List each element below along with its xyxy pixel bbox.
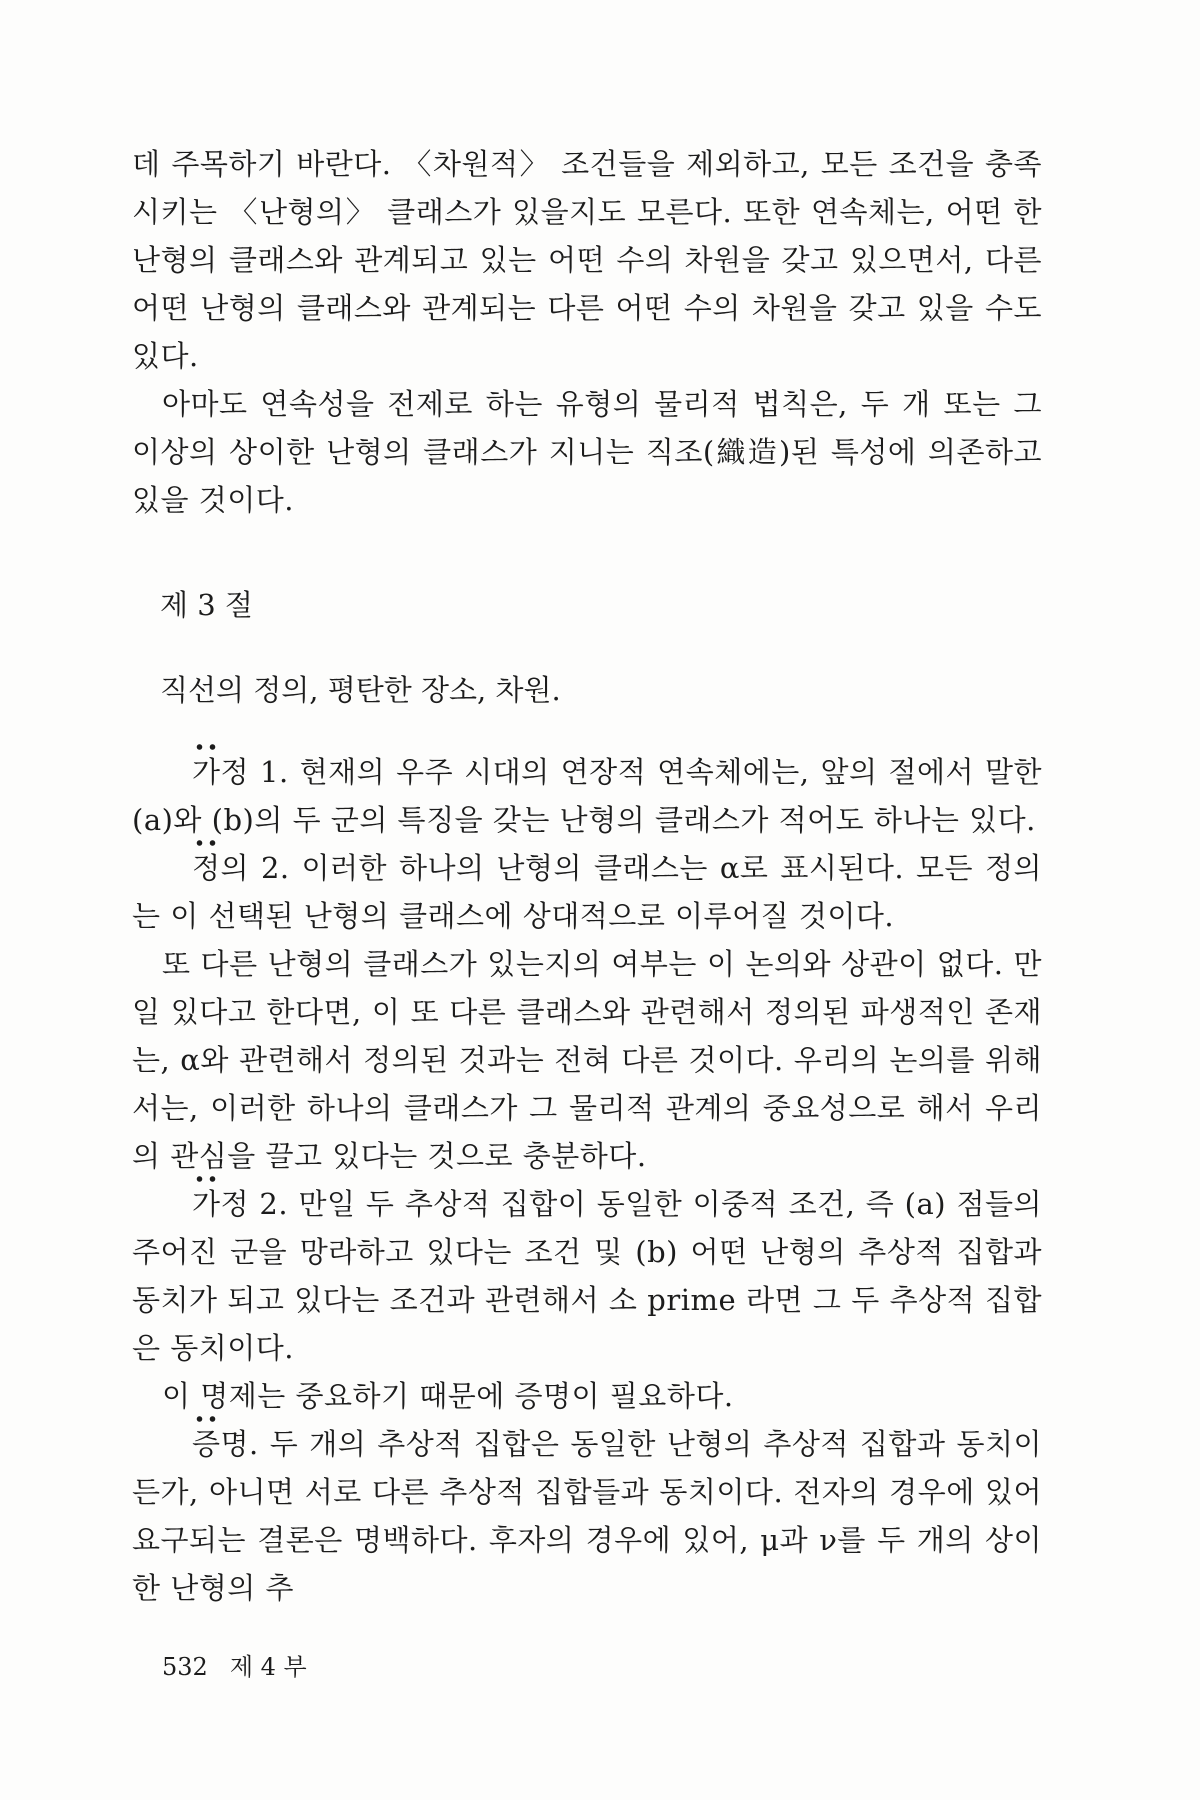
emphasis-label: 증명: [162, 1420, 249, 1468]
emphasis-label: 정의: [162, 844, 249, 892]
assumption-1: [132, 748, 1042, 844]
section-body: [132, 748, 1042, 1612]
paragraph-continued: 데 주목하기 바란다. 〈차원적〉 조건들을 제외하고, 모든 조건을 충족시키는 〈난형의〉 클래스가 있을지도 모른다. 또한 연속체는, 어떤 한 난형의 클래스와 관계되고 있는 어떤 수의 차원을 갖고 있으면서, 다른 어떤 난형의 클래스와 관계되는 다른 어떤 수의 차원을 갖고 있을 수도 있다.: [132, 147, 1042, 373]
definition-2: [132, 844, 1042, 940]
part-label: 제 4 부: [229, 1653, 307, 1681]
proof-text: . 두 개의 추상적 집합은 동일한 난형의 추상적 집합과 동치이든가, 아니면 서로 다른 추상적 집합들과 동치이다. 전자의 경우에 있어 요구되는 결론은 명백하다. 후자의 경우에 있어, μ과 ν를 두 개의 상이한 난형의 추: [132, 1427, 1042, 1605]
page-number: 532: [162, 1653, 208, 1681]
section-title: 직선의 정의, 평탄한 장소, 차원.: [160, 673, 561, 707]
assumption-2: [132, 1180, 1042, 1372]
emphasis-label: 가정: [162, 748, 249, 796]
assumption-1-text: 1. 현재의 우주 시대의 연장적 연속체에는, 앞의 절에서 말한 (a)와 (b)의 두 군의 특징을 갖는 난형의 클래스가 적어도 하나는 있다.: [132, 755, 1042, 837]
paragraph-proof-needed: 이 명제는 중요하기 때문에 증명이 필요하다.: [162, 1379, 734, 1413]
paragraph-continuity-laws: 아마도 연속성을 전제로 하는 유형의 물리적 법칙은, 두 개 또는 그 이상의 상이한 난형의 클래스가 지니는 직조(織造)된 특성에 의존하고 있을 것이다.: [132, 387, 1042, 517]
assumption-2-text: 2. 만일 두 추상적 집합이 동일한 이중적 조건, 즉 (a) 점들의 주어진 군을 망라하고 있다는 조건 및 (b) 어떤 난형의 추상적 집합과 동치가 되고 있다는 조건과 관련해서 소 prime 라면 그 두 추상적 집합은 동치이다.: [132, 1187, 1042, 1365]
section-heading: 제 3 절: [160, 588, 253, 622]
proof: [132, 1420, 1042, 1612]
page-footer: [162, 1652, 329, 1682]
emphasis-label: 가정: [162, 1180, 249, 1228]
definition-2-text: 2. 이러한 하나의 난형의 클래스는 α로 표시된다. 모든 정의는 이 선택된 난형의 클래스에 상대적으로 이루어질 것이다.: [132, 851, 1042, 933]
continued-text-block: [132, 140, 1042, 524]
paragraph-other-class: 또 다른 난형의 클래스가 있는지의 여부는 이 논의와 상관이 없다. 만일 있다고 한다면, 이 또 다른 클래스와 관련해서 정의된 파생적인 존재는, α와 관련해서 정의된 것과는 전혀 다른 것이다. 우리의 논의를 위해서는, 이러한 하나의 클래스가 그 물리적 관계의 중요성으로 해서 우리의 관심을 끌고 있다는 것으로 충분하다.: [132, 947, 1042, 1173]
